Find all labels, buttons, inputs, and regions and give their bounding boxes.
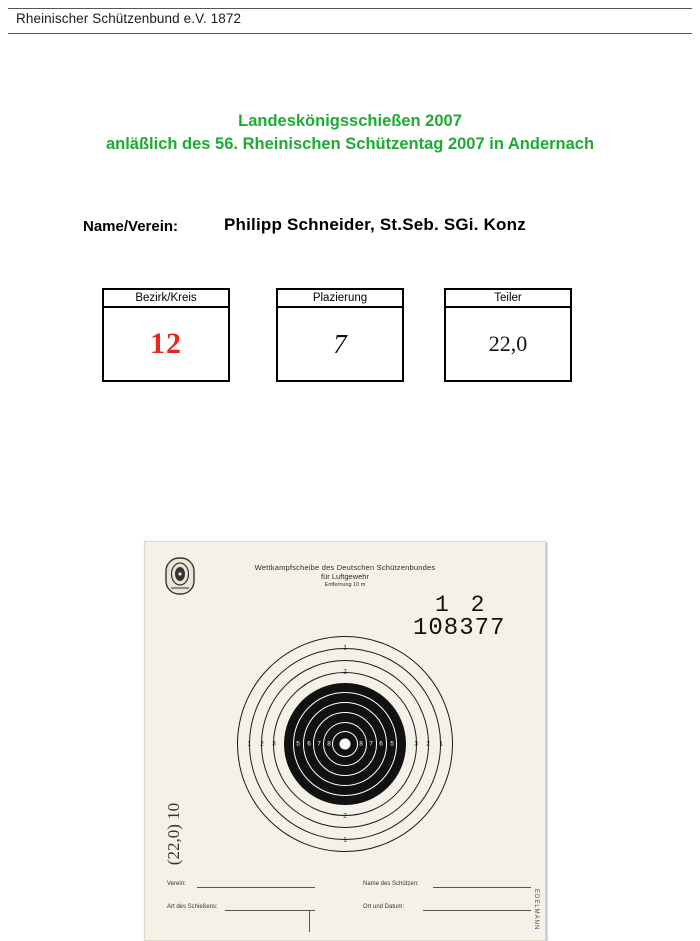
ring-number-right-8: 8 bbox=[359, 740, 363, 748]
card-field-ort-label: Ort und Datum: bbox=[363, 904, 405, 910]
ring-number-right-4: 4 bbox=[402, 740, 406, 748]
card-field-name-label: Name des Schützen: bbox=[363, 881, 419, 887]
field-teiler bbox=[444, 288, 572, 382]
ring-number-top-3: 3 bbox=[343, 692, 347, 700]
event-title: Landeskönigsschießen 2007 bbox=[238, 112, 462, 130]
ring-number-left-4: 4 bbox=[284, 740, 288, 748]
field-plazierung bbox=[276, 288, 404, 382]
ring-number-left-8: 8 bbox=[327, 740, 331, 748]
ring-10-center bbox=[339, 738, 352, 751]
ring-number-right-5: 5 bbox=[390, 740, 394, 748]
card-field-name-rule bbox=[433, 887, 531, 888]
field-teiler-value: 22,0 bbox=[488, 331, 528, 356]
ring-number-right-3: 3 bbox=[414, 740, 418, 748]
header-bottom-divider bbox=[8, 33, 692, 34]
ring-number-bottom-3: 3 bbox=[343, 788, 347, 796]
ring-number-left-5: 5 bbox=[296, 740, 300, 748]
ring-number-right-2: 2 bbox=[426, 740, 430, 748]
card-title-line3: Entfernung 10 m bbox=[324, 582, 366, 588]
card-title-line1: Wettkampfscheibe des Deutschen Schützenbundes bbox=[254, 563, 436, 572]
field-bezirk-kreis-value: 12 bbox=[150, 327, 182, 360]
card-maker-name: EDELMANN bbox=[533, 888, 539, 930]
card-field-verein-label: Verein: bbox=[167, 881, 186, 887]
ring-number-left-3: 3 bbox=[272, 740, 276, 748]
ring-number-left-2: 2 bbox=[260, 740, 264, 748]
ring-number-right-7: 7 bbox=[369, 740, 373, 748]
field-teiler-value-area bbox=[446, 308, 570, 380]
card-fold-mark bbox=[309, 910, 310, 932]
shooter-label: Name/Verein: bbox=[83, 218, 179, 235]
organization-name: Rheinischer Schützenbund e.V. 1872 bbox=[16, 11, 242, 26]
card-stamp-number-bottom: 108377 bbox=[413, 615, 506, 642]
field-bezirk-kreis bbox=[102, 288, 230, 382]
field-bezirk-kreis-header bbox=[104, 290, 228, 308]
field-plazierung-label: Plazierung bbox=[312, 292, 368, 304]
card-field-verein-rule bbox=[197, 887, 315, 888]
target-rings bbox=[235, 634, 455, 854]
card-stamp-number-top: 1 2 bbox=[435, 592, 489, 618]
card-field-ort-rule bbox=[423, 910, 531, 911]
ring-number-bottom-2: 2 bbox=[343, 812, 347, 820]
card-field-art-rule bbox=[225, 910, 315, 911]
field-plazierung-header bbox=[278, 290, 402, 308]
ring-number-top-1: 1 bbox=[343, 644, 347, 652]
field-bezirk-kreis-value-area bbox=[104, 308, 228, 380]
ring-number-top-2: 2 bbox=[343, 668, 347, 676]
ring-number-bottom-1: 1 bbox=[343, 836, 347, 844]
field-teiler-header bbox=[446, 290, 570, 308]
field-teiler-label: Teiler bbox=[494, 292, 522, 304]
ring-number-right-1: 1 bbox=[439, 740, 443, 748]
target-card bbox=[144, 541, 546, 941]
ring-number-left-1: 1 bbox=[247, 740, 251, 748]
field-plazierung-value-area bbox=[278, 308, 402, 380]
field-bezirk-kreis-label: Bezirk/Kreis bbox=[135, 292, 197, 304]
ring-number-left-7: 7 bbox=[317, 740, 321, 748]
card-handwritten-teiler: (22,0) 10 bbox=[164, 802, 183, 866]
shooter-value: Philipp Schneider, St.Seb. SGi. Konz bbox=[224, 215, 526, 234]
ring-number-right-6: 6 bbox=[379, 740, 383, 748]
header-top-divider bbox=[8, 8, 692, 9]
ring-number-left-6: 6 bbox=[307, 740, 311, 748]
field-plazierung-value: 7 bbox=[333, 328, 347, 359]
card-title-line2: für Luftgewehr bbox=[321, 572, 369, 581]
event-subtitle: anläßlich des 56. Rheinischen Schützentag 2007 in Andernach bbox=[105, 135, 595, 153]
card-field-art-label: Art des Schießens: bbox=[167, 904, 218, 910]
